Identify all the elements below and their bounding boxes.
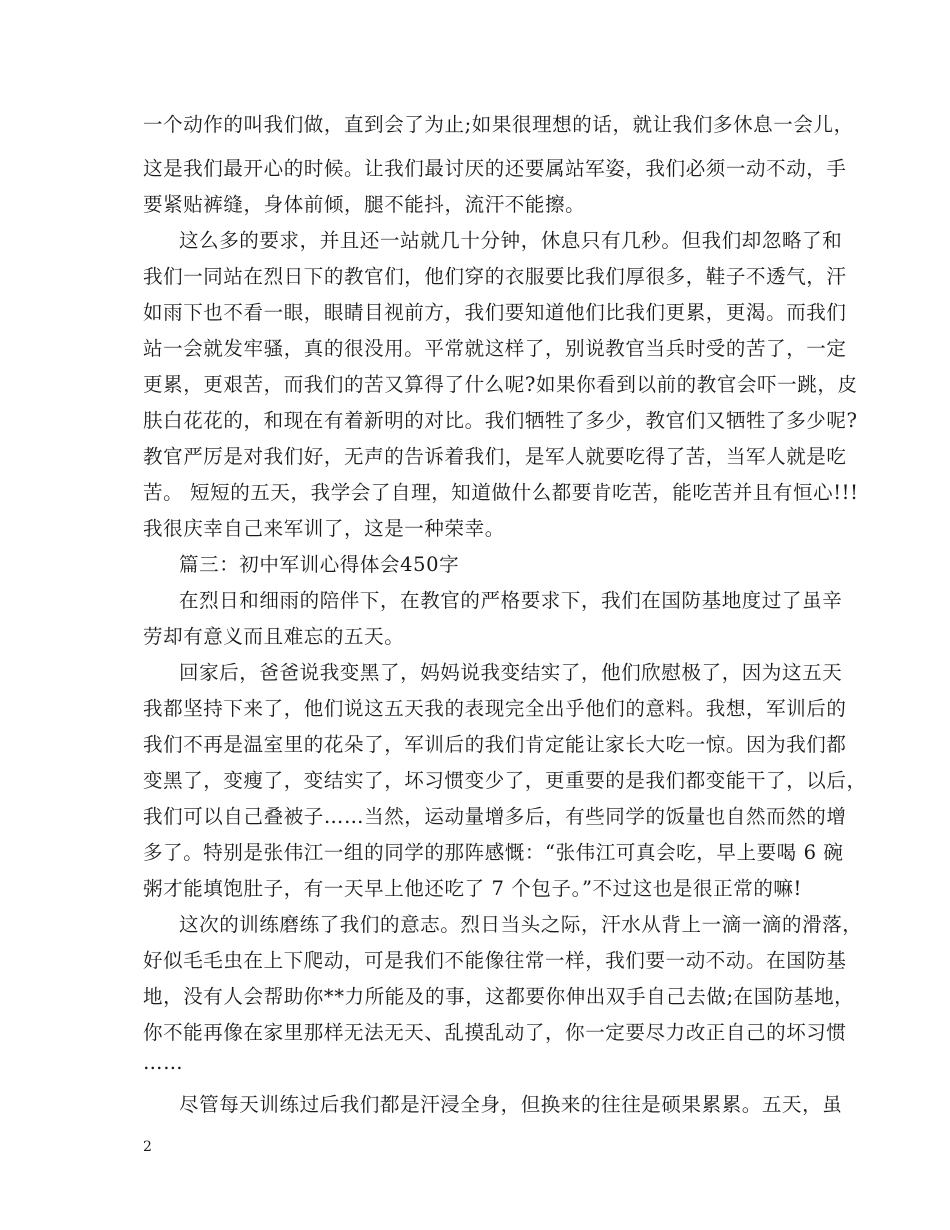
- paragraph-first-line: 这么多的要求，并且还一站就几十分钟，休息只有几秒。但我们却忽略了和: [179, 229, 843, 252]
- text-line: 肤白花花的，和现在有着新明的对比。我们牺牲了多少，教官们又牺牲了多少呢?: [143, 409, 858, 432]
- text-line: 苦。 短短的五天，我学会了自理，知道做什么都要肯吃苦，能吃苦并且有恒心!!!: [143, 481, 859, 504]
- text-line: 教官严厉是对我们好，无声的告诉着我们，是军人就要吃得了苦，当军人就是吃: [143, 445, 847, 468]
- text-line: 站一会就发牢骚，真的很没用。平常就这样了，别说教官当兵时受的苦了，一定: [143, 337, 847, 360]
- text-line: 我们不再是温室里的花朵了，军训后的我们肯定能让家长大吃一惊。因为我们都: [143, 733, 847, 756]
- text-line: 好似毛毛虫在上下爬动，可是我们不能像往常一样，我们要一动不动。在国防基: [143, 949, 847, 972]
- paragraph-first-line: 这次的训练磨练了我们的意志。烈日当头之际，汗水从背上一滴一滴的滑落，: [179, 913, 863, 936]
- paragraph-first-line: 回家后，爸爸说我变黑了，妈妈说我变结实了，他们欣慰极了，因为这五天: [179, 661, 843, 684]
- section-heading: 篇三：初中军训心得体会450字: [179, 553, 460, 576]
- text-line: 这是我们最开心的时候。让我们最讨厌的还要属站军姿，我们必须一动不动，手: [143, 157, 847, 180]
- text-line: 我很庆幸自己来军训了，这是一种荣幸。: [143, 517, 505, 540]
- text-line: 地，没有人会帮助你**力所能及的事，这都要你伸出双手自己去做;在国防基地，: [143, 985, 855, 1008]
- text-line: 一个动作的叫我们做，直到会了为止;如果很理想的话，就让我们多休息一会儿，: [143, 113, 854, 136]
- text-line: 粥才能填饱肚子，有一天早上他还吃了 7 个包子。”不过这也是很正常的嘛!: [143, 877, 802, 900]
- paragraph-first-line: 尽管每天训练过后我们都是汗浸全身，但换来的往往是硕果累累。五天，虽: [179, 1093, 843, 1116]
- text-line: 要紧贴裤缝，身体前倾，腿不能抖，流汗不能擦。: [143, 193, 586, 216]
- text-line: 我们一同站在烈日下的教官们，他们穿的衣服要比我们厚很多，鞋子不透气，汗: [143, 265, 847, 288]
- text-line: 我们可以自己叠被子……当然，运动量增多后，有些同学的饭量也自然而然的增: [143, 805, 847, 828]
- text-line: 你不能再像在家里那样无法无天、乱摸乱动了，你一定要尽力改正自己的坏习惯: [143, 1021, 847, 1044]
- text-line: 劳却有意义而且难忘的五天。: [143, 625, 405, 648]
- text-line: 多了。特别是张伟江一组的同学的那阵感慨：“张伟江可真会吃，早上要喝 6 碗: [143, 841, 844, 864]
- page-number: 2: [143, 1139, 152, 1155]
- text-line: ……: [143, 1051, 184, 1074]
- text-line: 更累，更艰苦，而我们的苦又算得了什么呢?如果你看到以前的教官会吓一跳，皮: [143, 373, 858, 396]
- text-line: 变黑了，变瘦了，变结实了，坏习惯变少了，更重要的是我们都变能干了，以后，: [143, 769, 867, 792]
- text-line: 我都坚持下来了，他们说这五天我的表现完全出乎他们的意料。我想，军训后的: [143, 697, 847, 720]
- paragraph-first-line: 在烈日和细雨的陪伴下，在教官的严格要求下，我们在国防基地度过了虽辛: [179, 589, 843, 612]
- text-line: 如雨下也不看一眼，眼睛目视前方，我们要知道他们比我们更累，更渴。而我们: [143, 301, 847, 324]
